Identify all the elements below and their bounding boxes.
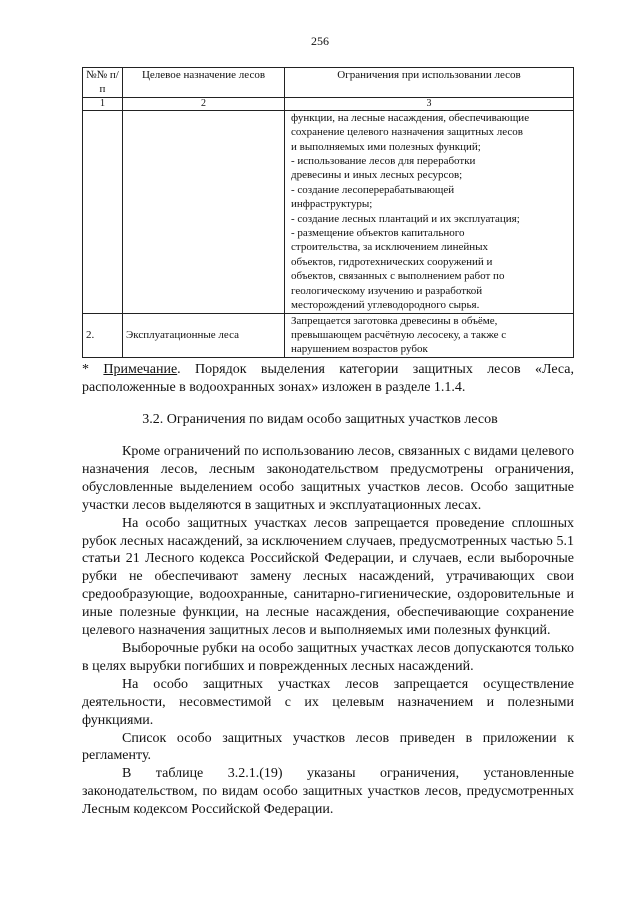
- body-text: [82, 443, 574, 819]
- restriction-line: геологическому изучению и разработкой: [291, 284, 483, 297]
- restriction-line: - использование лесов для переработки: [291, 155, 476, 168]
- section-title: 3.2. Ограничения по видам особо защитных участков лесов: [142, 412, 498, 427]
- page-number: 256: [311, 34, 329, 48]
- restriction-line: месторождений углеводородного сырья.: [291, 299, 480, 312]
- table-row-exploitation: [83, 313, 574, 357]
- row-continued-purpose: [123, 110, 285, 313]
- restriction-line: объектов, гидротехнических сооружений и: [291, 255, 493, 268]
- restriction-line: - создание лесных плантаций и их эксплуатация;: [291, 212, 520, 225]
- restriction-line: превышающем расчётную лесосеку, а также с: [291, 328, 507, 341]
- row-continued-restrictions: [285, 110, 574, 313]
- table-footnote: [82, 361, 574, 397]
- paragraph: На особо защитных участках лесов запрещается осуществление деятельности, несовместимой с их целевым назначением и полезными функциями.: [82, 676, 574, 728]
- column-numbers-row: [83, 97, 574, 110]
- header-purpose: Целевое назначение лесов: [123, 68, 285, 98]
- col-number-1: 1: [83, 97, 123, 110]
- restriction-line: Запрещается заготовка древесины в объёме,: [291, 314, 498, 327]
- restriction-line: сохранение целевого назначения защитных лесов: [291, 126, 523, 139]
- restriction-line: функции, на лесные насаждения, обеспечивающие: [291, 111, 530, 124]
- paragraph: На особо защитных участках лесов запрещается проведение сплошных рубок лесных насаждений, за исключением случаев, предусмотренных частью 5.1 статьи 21 Лесного кодекса Российской Федерации, и случаев, если выборочные рубки не обеспечивают замену лесных насаждений, утрачивающих свои средообразующие, водоохранные, санитарно-гигиенические, оздоровительные и иные полезные функции, на лесные насаждения, обеспечивающие сохранение целевого назначения защитных лесов и выполняемых ими полезных функций.: [82, 515, 574, 639]
- footnote-star: *: [82, 362, 89, 377]
- restriction-line: древесины и иных лесных ресурсов;: [291, 169, 463, 182]
- paragraph: Список особо защитных участков лесов приведен в приложении к регламенту.: [82, 730, 574, 764]
- footnote-label: Примечание: [103, 362, 178, 377]
- table-row-continued: [83, 110, 574, 313]
- header-number: №№ п/п: [83, 68, 123, 98]
- table-header-row: [83, 68, 574, 98]
- row-continued-number: [83, 110, 123, 313]
- paragraph: В таблице 3.2.1.(19) указаны ограничения, установленные законодательством, по видам особо защитных участков лесов, предусмотренных Лесным кодексом Российской Федерации.: [82, 766, 574, 818]
- restriction-line: объектов, связанных с выполнением работ по: [291, 270, 505, 283]
- row-2-number: 2.: [83, 313, 123, 357]
- row-2-purpose: Эксплуатационные леса: [123, 313, 285, 357]
- footnote-text: . Порядок выделения категории защитных лесов «Леса, расположенные в водоохранных зонах» изложен в разделе 1.1.4.: [82, 362, 575, 395]
- paragraph: Кроме ограничений по использованию лесов, связанных с видами целевого назначения лесов, лесным законодательством предусмотрены ограничения, обусловленные выделением особо защитных участков лесов. Особо защитные участки лесов выделяются в защитных и эксплуатационных лесах.: [82, 444, 574, 513]
- restriction-line: - размещение объектов капитального: [291, 227, 465, 240]
- paragraph: Выборочные рубки на особо защитных участках лесов допускаются только в целях вырубки погибших и поврежденных лесных насаждений.: [82, 640, 574, 674]
- row-2-restrictions: [285, 313, 574, 357]
- restriction-line: и выполняемых ими полезных функций;: [291, 140, 481, 153]
- restriction-line: нарушением возрастов рубок: [291, 343, 428, 356]
- restriction-line: строительства, за исключением линейных: [291, 241, 488, 254]
- col-number-2: 2: [123, 97, 285, 110]
- restrictions-table: [82, 67, 574, 358]
- restriction-line: - создание лесоперерабатывающей: [291, 183, 455, 196]
- col-number-3: 3: [285, 97, 574, 110]
- restriction-line: инфраструктуры;: [291, 198, 373, 211]
- header-restrictions: Ограничения при использовании лесов: [285, 68, 574, 98]
